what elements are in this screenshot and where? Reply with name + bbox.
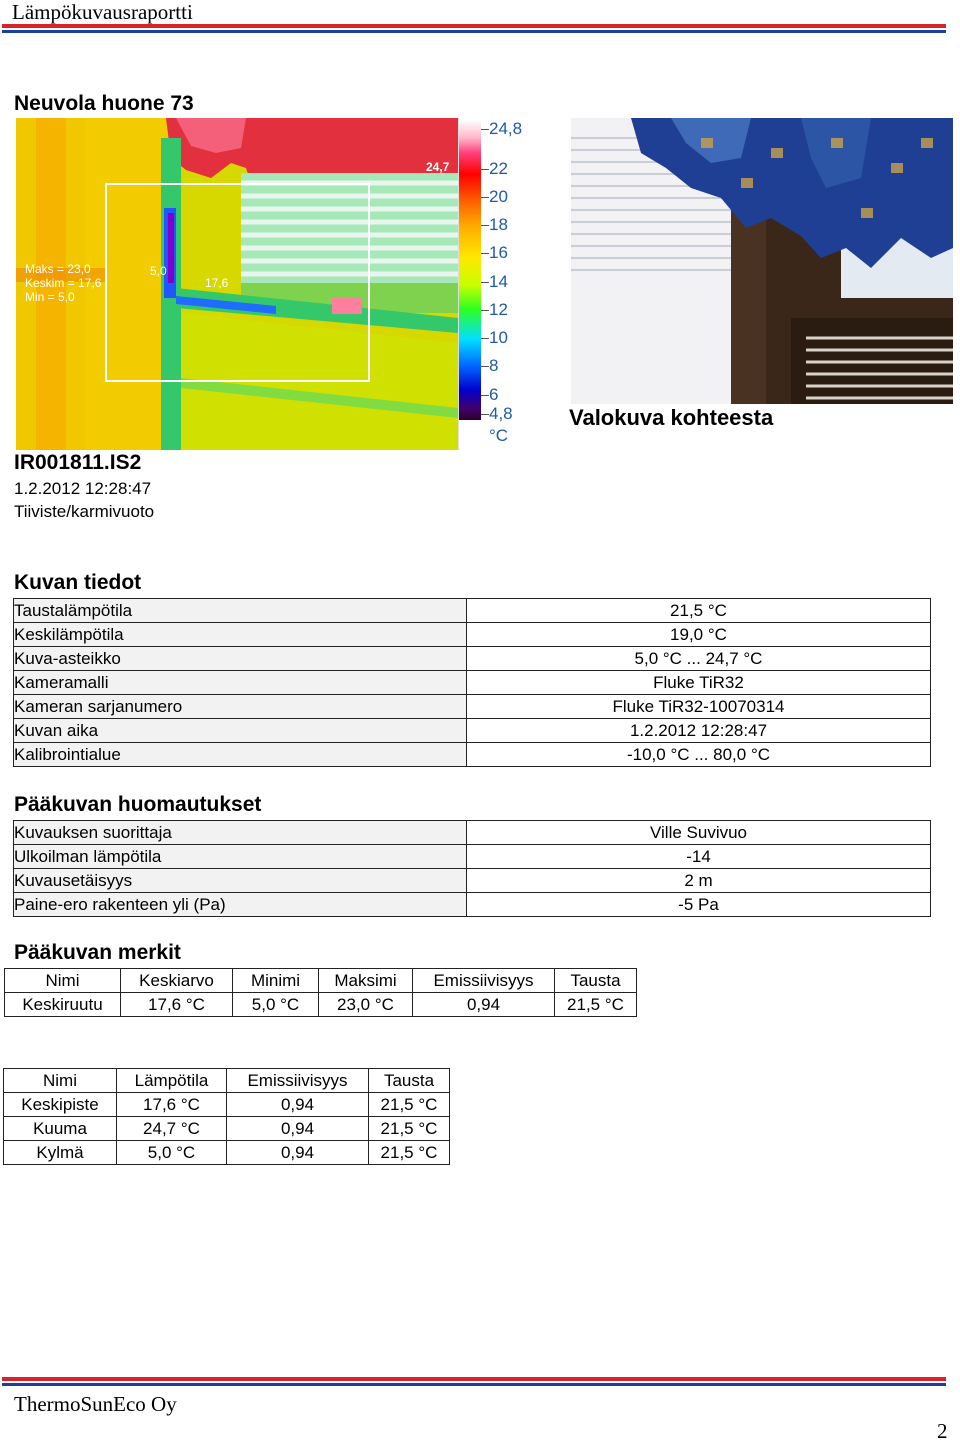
table-row [4, 1093, 450, 1117]
scale-label: 4,8 [489, 404, 513, 423]
footer-rule-blue [2, 1383, 946, 1386]
column-header: Minimi [233, 969, 319, 993]
thermal-picture [16, 118, 458, 450]
table-row [14, 671, 931, 695]
table-header-row [4, 1069, 450, 1093]
row-label: Ulkoilman lämpötila [14, 845, 467, 869]
huomautukset-table [13, 820, 931, 917]
table-cell: Keskipiste [4, 1093, 117, 1117]
table-cell: 21,5 °C [555, 993, 637, 1017]
table-row [14, 821, 931, 845]
marker-mid-label: 17,6 [205, 276, 229, 290]
row-value: -5 Pa [467, 893, 931, 917]
table-cell: 0,94 [227, 1093, 369, 1117]
marker-min-label: 5,0 [150, 264, 167, 278]
column-header: Emissiivisyys [227, 1069, 369, 1093]
row-label: Kuva-asteikko [14, 647, 467, 671]
row-value: Fluke TiR32-10070314 [467, 695, 931, 719]
table-cell: 0,94 [227, 1117, 369, 1141]
table-row [5, 993, 637, 1017]
row-label: Kameramalli [14, 671, 467, 695]
thermal-image [16, 118, 558, 450]
kuvan-tiedot-table [13, 598, 931, 767]
kuvan-tiedot-title: Kuvan tiedot [14, 571, 142, 594]
table-cell: 21,5 °C [369, 1093, 450, 1117]
object-photo [571, 118, 953, 404]
scale-label: 16 [489, 243, 508, 262]
row-label: Keskilämpötila [14, 623, 467, 647]
table-cell: 5,0 °C [233, 993, 319, 1017]
color-scale [458, 118, 558, 450]
row-value: -14 [467, 845, 931, 869]
column-header: Emissiivisyys [413, 969, 555, 993]
table-row [14, 893, 931, 917]
footer-company: ThermoSunEco Oy [14, 1392, 177, 1416]
scale-label: 20 [489, 187, 508, 206]
table-cell: 21,5 °C [369, 1141, 450, 1165]
page-number: 2 [937, 1419, 948, 1443]
row-value: Fluke TiR32 [467, 671, 931, 695]
table-row [14, 719, 931, 743]
image-file-name: IR001811.IS2 [14, 451, 142, 474]
pisteet-table [3, 1068, 450, 1165]
table-cell: Kuuma [4, 1117, 117, 1141]
section-title: Neuvola huone 73 [14, 92, 194, 115]
scale-label: 18 [489, 215, 508, 234]
box-min: Min = 5,0 [25, 290, 75, 304]
hot-marker-label: 24,7 [426, 160, 450, 174]
scale-label: 6 [489, 385, 499, 404]
scale-label: 8 [489, 356, 499, 375]
table-row [14, 869, 931, 893]
header-rule-blue [2, 30, 946, 33]
table-cell: 23,0 °C [319, 993, 413, 1017]
table-row [4, 1117, 450, 1141]
row-value: 2 m [467, 869, 931, 893]
table-row [14, 845, 931, 869]
row-value: 5,0 °C ... 24,7 °C [467, 647, 931, 671]
row-label: Taustalämpötila [14, 599, 467, 623]
image-description: Tiiviste/karmivuoto [14, 502, 155, 521]
column-header: Lämpötila [117, 1069, 227, 1093]
table-cell: 0,94 [227, 1141, 369, 1165]
row-label: Kuvausetäisyys [14, 869, 467, 893]
row-value: Ville Suvivuo [467, 821, 931, 845]
scale-label: 24,8 [489, 119, 523, 138]
row-label: Kuvauksen suorittaja [14, 821, 467, 845]
table-cell: 5,0 °C [117, 1141, 227, 1165]
report-title: Lämpökuvausraportti [12, 0, 193, 24]
table-row [14, 599, 931, 623]
table-row [14, 623, 931, 647]
row-label: Kalibrointialue [14, 743, 467, 767]
table-cell: 17,6 °C [117, 1093, 227, 1117]
table-row [14, 647, 931, 671]
scale-label: 12 [489, 300, 508, 319]
merkit-table [4, 968, 637, 1017]
table-cell: 24,7 °C [117, 1117, 227, 1141]
box-avg: Keskim = 17,6 [25, 276, 102, 290]
table-cell: 21,5 °C [369, 1117, 450, 1141]
row-label: Kameran sarjanumero [14, 695, 467, 719]
table-row [14, 743, 931, 767]
table-cell: 0,94 [413, 993, 555, 1017]
column-header: Nimi [5, 969, 121, 993]
scale-label: 14 [489, 272, 508, 291]
scale-unit: °C [489, 426, 509, 445]
row-label: Kuvan aika [14, 719, 467, 743]
scale-label: 22 [489, 159, 508, 178]
column-header: Tausta [369, 1069, 450, 1093]
photo-caption: Valokuva kohteesta [569, 405, 774, 430]
box-stats [25, 262, 101, 304]
color-scale-bar [459, 120, 481, 420]
box-max: Maks = 23,0 [25, 262, 91, 276]
table-cell: 17,6 °C [121, 993, 233, 1017]
row-label: Paine-ero rakenteen yli (Pa) [14, 893, 467, 917]
column-header: Keskiarvo [121, 969, 233, 993]
footer-rule-red [2, 1377, 946, 1381]
table-row [14, 695, 931, 719]
table-header-row [5, 969, 637, 993]
header-rule-red [2, 24, 946, 28]
column-header: Tausta [555, 969, 637, 993]
column-header: Nimi [4, 1069, 117, 1093]
scale-label: 10 [489, 328, 508, 347]
table-row [4, 1141, 450, 1165]
row-value: -10,0 °C ... 80,0 °C [467, 743, 931, 767]
table-cell: Keskiruutu [5, 993, 121, 1017]
huomautukset-title: Pääkuvan huomautukset [14, 793, 262, 816]
row-value: 19,0 °C [467, 623, 931, 647]
merkit-title: Pääkuvan merkit [14, 941, 181, 964]
image-datetime: 1.2.2012 12:28:47 [14, 479, 152, 498]
row-value: 1.2.2012 12:28:47 [467, 719, 931, 743]
table-cell: Kylmä [4, 1141, 117, 1165]
column-header: Maksimi [319, 969, 413, 993]
row-value: 21,5 °C [467, 599, 931, 623]
